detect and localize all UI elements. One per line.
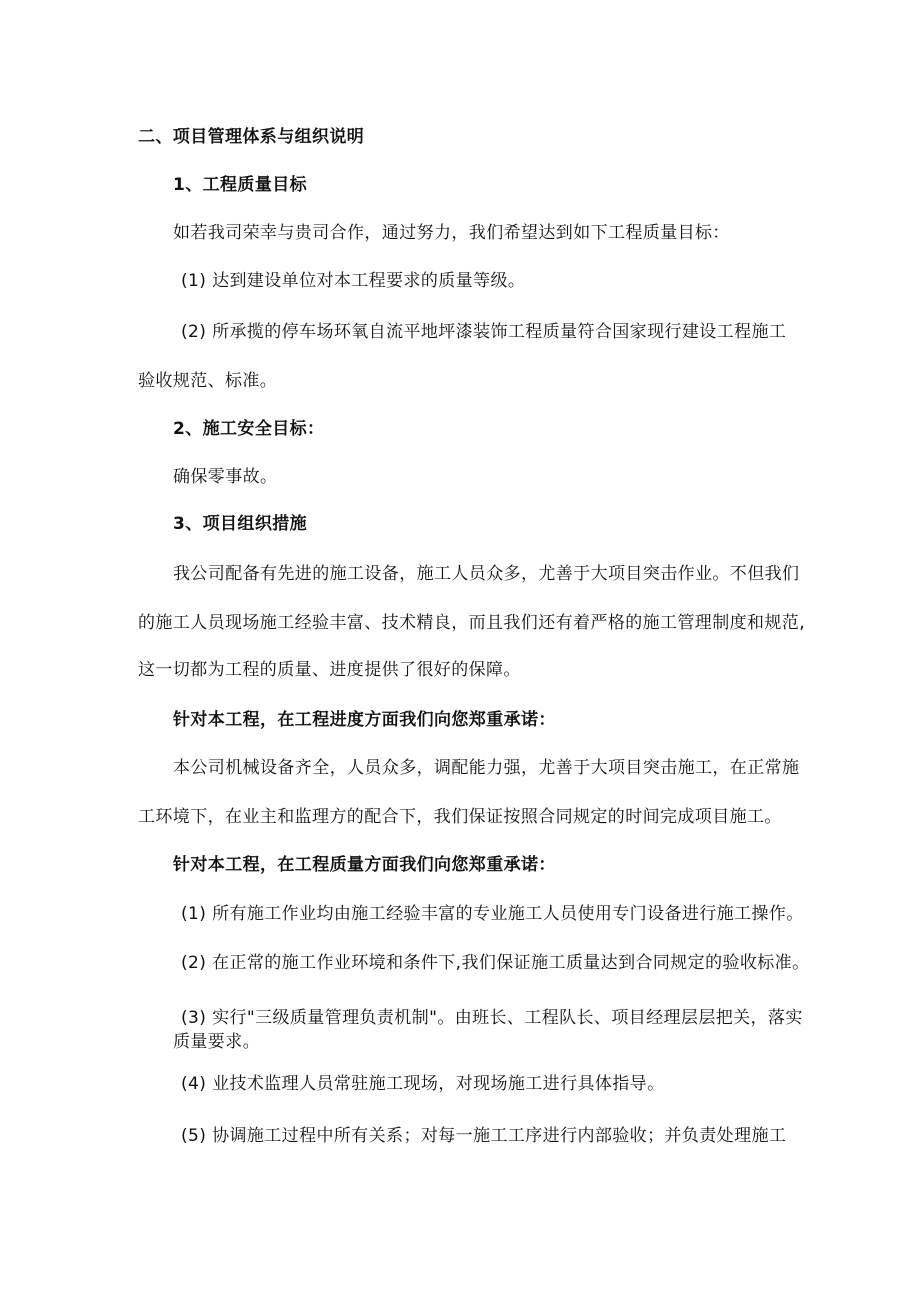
subsection-heading-safety-goal: 2、施工安全目标： [173, 419, 325, 439]
list-item: (5) 协调施工过程中所有关系；对每一施工工序进行内部验收；并负责处理施工 [181, 1126, 787, 1146]
paragraph-line: 这一切都为工程的质量、进度提供了很好的保障。 [138, 660, 521, 680]
paragraph-line: 的施工人员现场施工经验丰富、技术精良，而且我们还有着严格的施工管理制度和规范, [138, 613, 806, 633]
subsection-heading-quality-goal: 1、工程质量目标 [173, 175, 308, 195]
list-item: (1) 所有施工作业均由施工经验丰富的专业施工人员使用专门设备进行施工操作。 [181, 904, 804, 924]
paragraph-line: 工环境下，在业主和监理方的配合下，我们保证按照合同规定的时间完成项目施工。 [138, 807, 782, 827]
paragraph-safety: 确保零事故。 [173, 467, 278, 487]
list-item: (2) 在正常的施工作业环境和条件下,我们保证施工质量达到合同规定的验收标准。 [181, 953, 810, 973]
paragraph-line: 本公司机械设备齐全，人员众多，调配能力强，尤善于大项目突击施工，在正常施 [173, 758, 800, 778]
list-item-continuation: 验收规范、标准。 [138, 371, 278, 391]
list-item: (4) 业技术监理人员常驻施工现场，对现场施工进行具体指导。 [181, 1074, 665, 1094]
list-item-continuation: 质量要求。 [173, 1032, 260, 1052]
paragraph-line: 我公司配备有先进的施工设备，施工人员众多，尤善于大项目突击作业。不但我们 [173, 564, 800, 584]
paragraph-intro: 如若我司荣幸与贵司合作，通过努力，我们希望达到如下工程质量目标： [173, 223, 730, 243]
commitment-heading-quality: 针对本工程，在工程质量方面我们向您郑重承诺： [173, 855, 556, 875]
subsection-heading-organization: 3、项目组织措施 [173, 514, 308, 534]
list-item: (3) 实行"三级质量管理负责机制"。由班长、工程队长、项目经理层层把关，落实 [181, 1008, 803, 1028]
list-item: (2) 所承揽的停车场环氧自流平地坪漆装饰工程质量符合国家现行建设工程施工 [181, 322, 787, 342]
commitment-heading-schedule: 针对本工程，在工程进度方面我们向您郑重承诺： [173, 710, 556, 730]
section-heading: 二、项目管理体系与组织说明 [138, 127, 365, 147]
list-item: (1) 达到建设单位对本工程要求的质量等级。 [181, 271, 526, 291]
